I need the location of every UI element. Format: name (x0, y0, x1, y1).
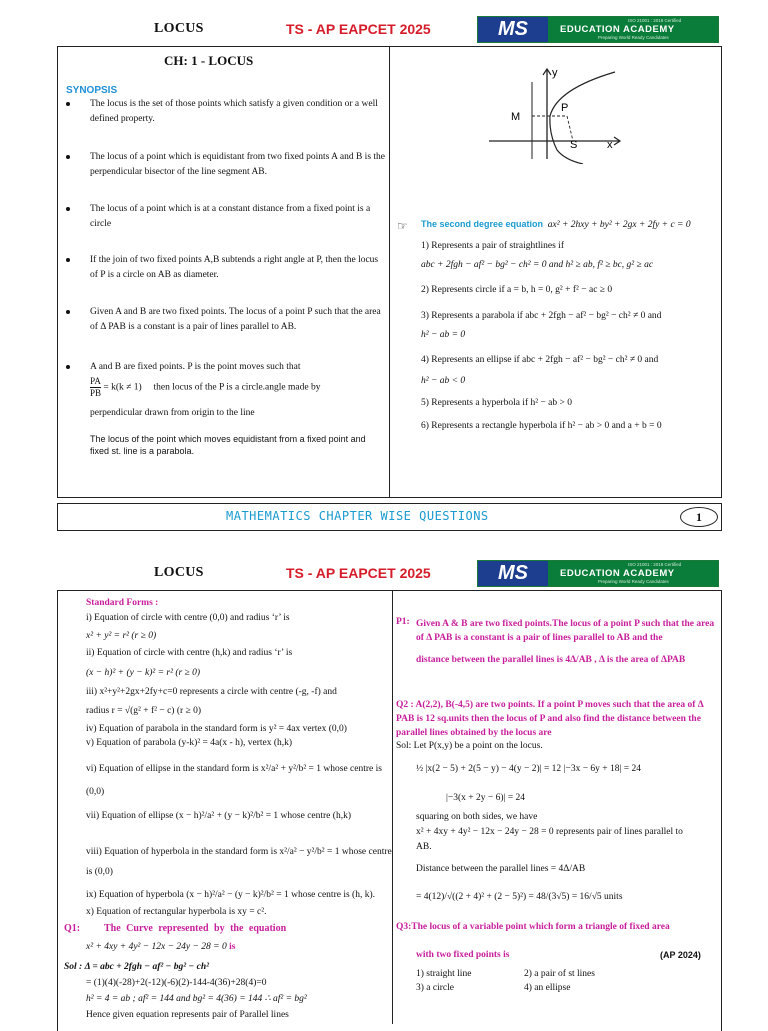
degree-case: 6) Represents a rectangle hyperbola if h² − ab > 0 and a + b = 0 (421, 421, 662, 431)
degree-case: h² − ab < 0 (421, 376, 466, 386)
sol1-line: h² = 4 = ab ; af² = 144 and bg² = 4(36) = 144 ∴ af² = bg² (86, 994, 307, 1004)
header-subject: LOCUS (154, 565, 204, 580)
sol2-line: |−3(x + 2y − 6)| = 24 (446, 793, 526, 803)
q3-option: 2) a pair of st lines (524, 969, 595, 979)
q1-text: The Curve represented by the equation (104, 923, 287, 934)
parabola-figure (485, 64, 625, 164)
sol2-line: x² + 4xy + 4y² − 12x − 24y − 28 = 0 represents pair of lines parallel to (416, 827, 683, 837)
logo-tagline: Preparing World Ready Candidates (598, 579, 669, 584)
focal-distance (567, 116, 573, 141)
second-degree-line: The second degree equation ax² + 2hxy + by² + 2gx + 2fy + c = 0 (421, 219, 691, 230)
label-m: M (511, 111, 521, 123)
header-exam: TS - AP EAPCET 2025 (286, 565, 431, 581)
form-line: i) Equation of circle with centre (0,0) and radius ‘r’ is (86, 613, 290, 623)
sol2-line: AB. (416, 842, 432, 852)
academy-logo (477, 560, 719, 587)
header-exam: TS - AP EAPCET 2025 (286, 21, 431, 37)
p1-text: Given A & B are two fixed points.The locus of a point P such that the area of Δ PAB is a constant is a pair of lines parallel to AB and the (416, 619, 715, 643)
ms-logo-mark: MS (478, 17, 548, 42)
synopsis-bullet: If the join of two fixed points A,B subtends a right angle at P, then the locus of P is a circle on AB as diameter. (90, 253, 386, 283)
academy-logo (477, 16, 719, 43)
logo-iso: ISO 21001 : 2018 Certified (628, 562, 682, 567)
q2-text: Q2 : A(2,2), B(-4,5) are two points. If a point P moves such that the area of Δ PAB is 12 sq.units then the locus of P and also find the distance between the parallel lines obtained by the locus are (396, 700, 704, 738)
form-line: x) Equation of rectangular hyperbola is xy = c². (86, 907, 267, 917)
synopsis-bullet: The locus is the set of those points which satisfy a given condition or a well defined property. (90, 97, 386, 127)
sol1-line: Sol : Δ = abc + 2fgh − af² − bg² − ch² (64, 962, 209, 972)
header-subject: LOCUS (154, 21, 204, 36)
column-divider (389, 47, 390, 497)
form-line: v) Equation of parabola (y-k)² = 4a(x - h), vertex (h,k) (86, 738, 293, 748)
form-line: viii) Equation of hyperbola in the standard form is x²/a² − y²/b² = 1 whose centre (86, 847, 392, 857)
form-line: radius r = √(g² + f² − c) (r ≥ 0) (86, 706, 202, 716)
degree-case: 4) Represents an ellipse if abc + 2fgh − af² − bg² − ch² ≠ 0 and (421, 355, 659, 365)
chapter-title: CH: 1 - LOCUS (164, 53, 254, 68)
form-line: x² + y² = r² (r ≥ 0) (86, 631, 157, 641)
p1-distance: distance between the parallel lines is 4Δ/AB , Δ is the area of ΔPAB (416, 655, 686, 665)
synopsis-bullet-cont: perpendicular drawn from origin to the line (90, 408, 255, 418)
degree-case: 1) Represents a pair of straightlines if (421, 241, 564, 251)
ms-logo-mark: MS (478, 561, 548, 586)
sol1-line: = (1)(4)(-28)+2(-12)(-6)(2)-144-4(36)+28(4)=0 (86, 978, 267, 988)
q3-option: 1) straight line (416, 969, 472, 979)
label-x: x (607, 139, 613, 151)
synopsis-bullet: The locus of a point which is at a constant distance from a fixed point is a circle (90, 202, 386, 232)
q1-label: Q1: (64, 923, 81, 934)
sol2-line: squaring on both sides, we have (416, 812, 538, 822)
q3-text: Q3:The locus of a variable point which form a triangle of fixed area (396, 922, 670, 932)
synopsis-bullet-fraction-line: $\frac{PA}{PB}$ = k(k ≠ 1) then locus of the P is a circle.angle made by (90, 376, 321, 398)
form-line: ii) Equation of circle with centre (h,k) and radius ‘r’ is (86, 648, 293, 658)
sol2-line: = 4(12)/√((2 + 4)² + (2 − 5)²) = 48/(3√5) = 16/√5 units (416, 892, 623, 902)
form-line: ix) Equation of hyperbola (x − h)²/a² − (y − k)²/b² = 1 whose centre is (h, k). (86, 890, 375, 900)
q3-option: 4) an ellipse (524, 983, 571, 993)
sol1-line: Hence given equation represents pair of Parallel lines (86, 1010, 289, 1020)
synopsis-bullet: Given A and B are two fixed points. The locus of a point P such that the area of Δ PAB is a constant is a pair of lines parallel to AB. (90, 305, 386, 335)
logo-iso: ISO 21001 : 2018 Certified (628, 18, 682, 23)
degree-case: 3) Represents a parabola if abc + 2fgh − af² − bg² − ch² ≠ 0 and (421, 311, 662, 321)
label-s: S (570, 139, 578, 151)
sol2-line: ½ |x(2 − 5) + 2(5 − y) − 4(y − 2)| = 12 |−3x − 6y + 18| = 24 (416, 764, 642, 774)
degree-case: 5) Represents a hyperbola if h² − ab > 0 (421, 398, 573, 408)
p1-label: P1: (396, 617, 410, 627)
form-line: iii) x²+y²+2gx+2fy+c=0 represents a circle with centre (-g, -f) and (86, 687, 337, 697)
form-line: is (0,0) (86, 867, 113, 877)
synopsis-heading: SYNOPSIS (66, 85, 118, 96)
form-line: (x − h)² + (y − k)² = r² (r ≥ 0) (86, 668, 201, 678)
q1-equation-line: x² + 4xy + 4y² − 12x − 24y − 28 = 0 is (86, 942, 236, 952)
degree-case: 2) Represents circle if a = b, h = 0, g² + f² − ac ≥ 0 (421, 285, 613, 295)
hand-pointer-icon: ☞ (397, 219, 408, 233)
q3-option: 3) a circle (416, 983, 454, 993)
synopsis-bullet: The locus of the point which moves equidistant from a fixed point and fixed st. line is a parabola. (90, 434, 366, 456)
synopsis-bullet: The locus of a point which is equidistant from two fixed points A and B is the perpendicular bisector of the line segment AB. (90, 150, 386, 180)
logo-name: EDUCATION ACADEMY (560, 24, 675, 35)
degree-case: abc + 2fgh − af² − bg² − ch² = 0 and h² ≥ ab, f² ≥ bc, g² ≥ ac (421, 260, 654, 270)
degree-case: h² − ab = 0 (421, 330, 466, 340)
label-y: y (552, 67, 558, 79)
sol2-line: Distance between the parallel lines = 4Δ/AB (416, 864, 586, 874)
synopsis-bullet: A and B are fixed points. P is the point moves such that (90, 360, 386, 375)
form-line: iv) Equation of parabola in the standard form is y² = 4ax vertex (0,0) (86, 724, 347, 734)
logo-tagline: Preparing World Ready Candidates (598, 35, 669, 40)
sol2-line: Sol: Let P(x,y) be a point on the locus. (396, 741, 543, 751)
page-number: 1 (680, 507, 718, 527)
parabola-curve (550, 72, 615, 164)
form-line: (0,0) (86, 787, 105, 797)
form-line: vi) Equation of ellipse in the standard form is x²/a² + y²/b² = 1 whose centre is (86, 764, 382, 774)
logo-name: EDUCATION ACADEMY (560, 568, 675, 579)
column-divider (392, 591, 393, 1024)
footer-title: MATHEMATICS CHAPTER WISE QUESTIONS (226, 509, 489, 523)
form-line: vii) Equation of ellipse (x − h)²/a² + (y − k)²/b² = 1 whose centre (h,k) (86, 811, 351, 821)
label-p: P (561, 102, 569, 114)
q3-text-cont: with two fixed points is (416, 950, 510, 960)
q3-year-tag: (AP 2024) (660, 950, 701, 960)
standard-forms-heading: Standard Forms : (86, 598, 159, 608)
